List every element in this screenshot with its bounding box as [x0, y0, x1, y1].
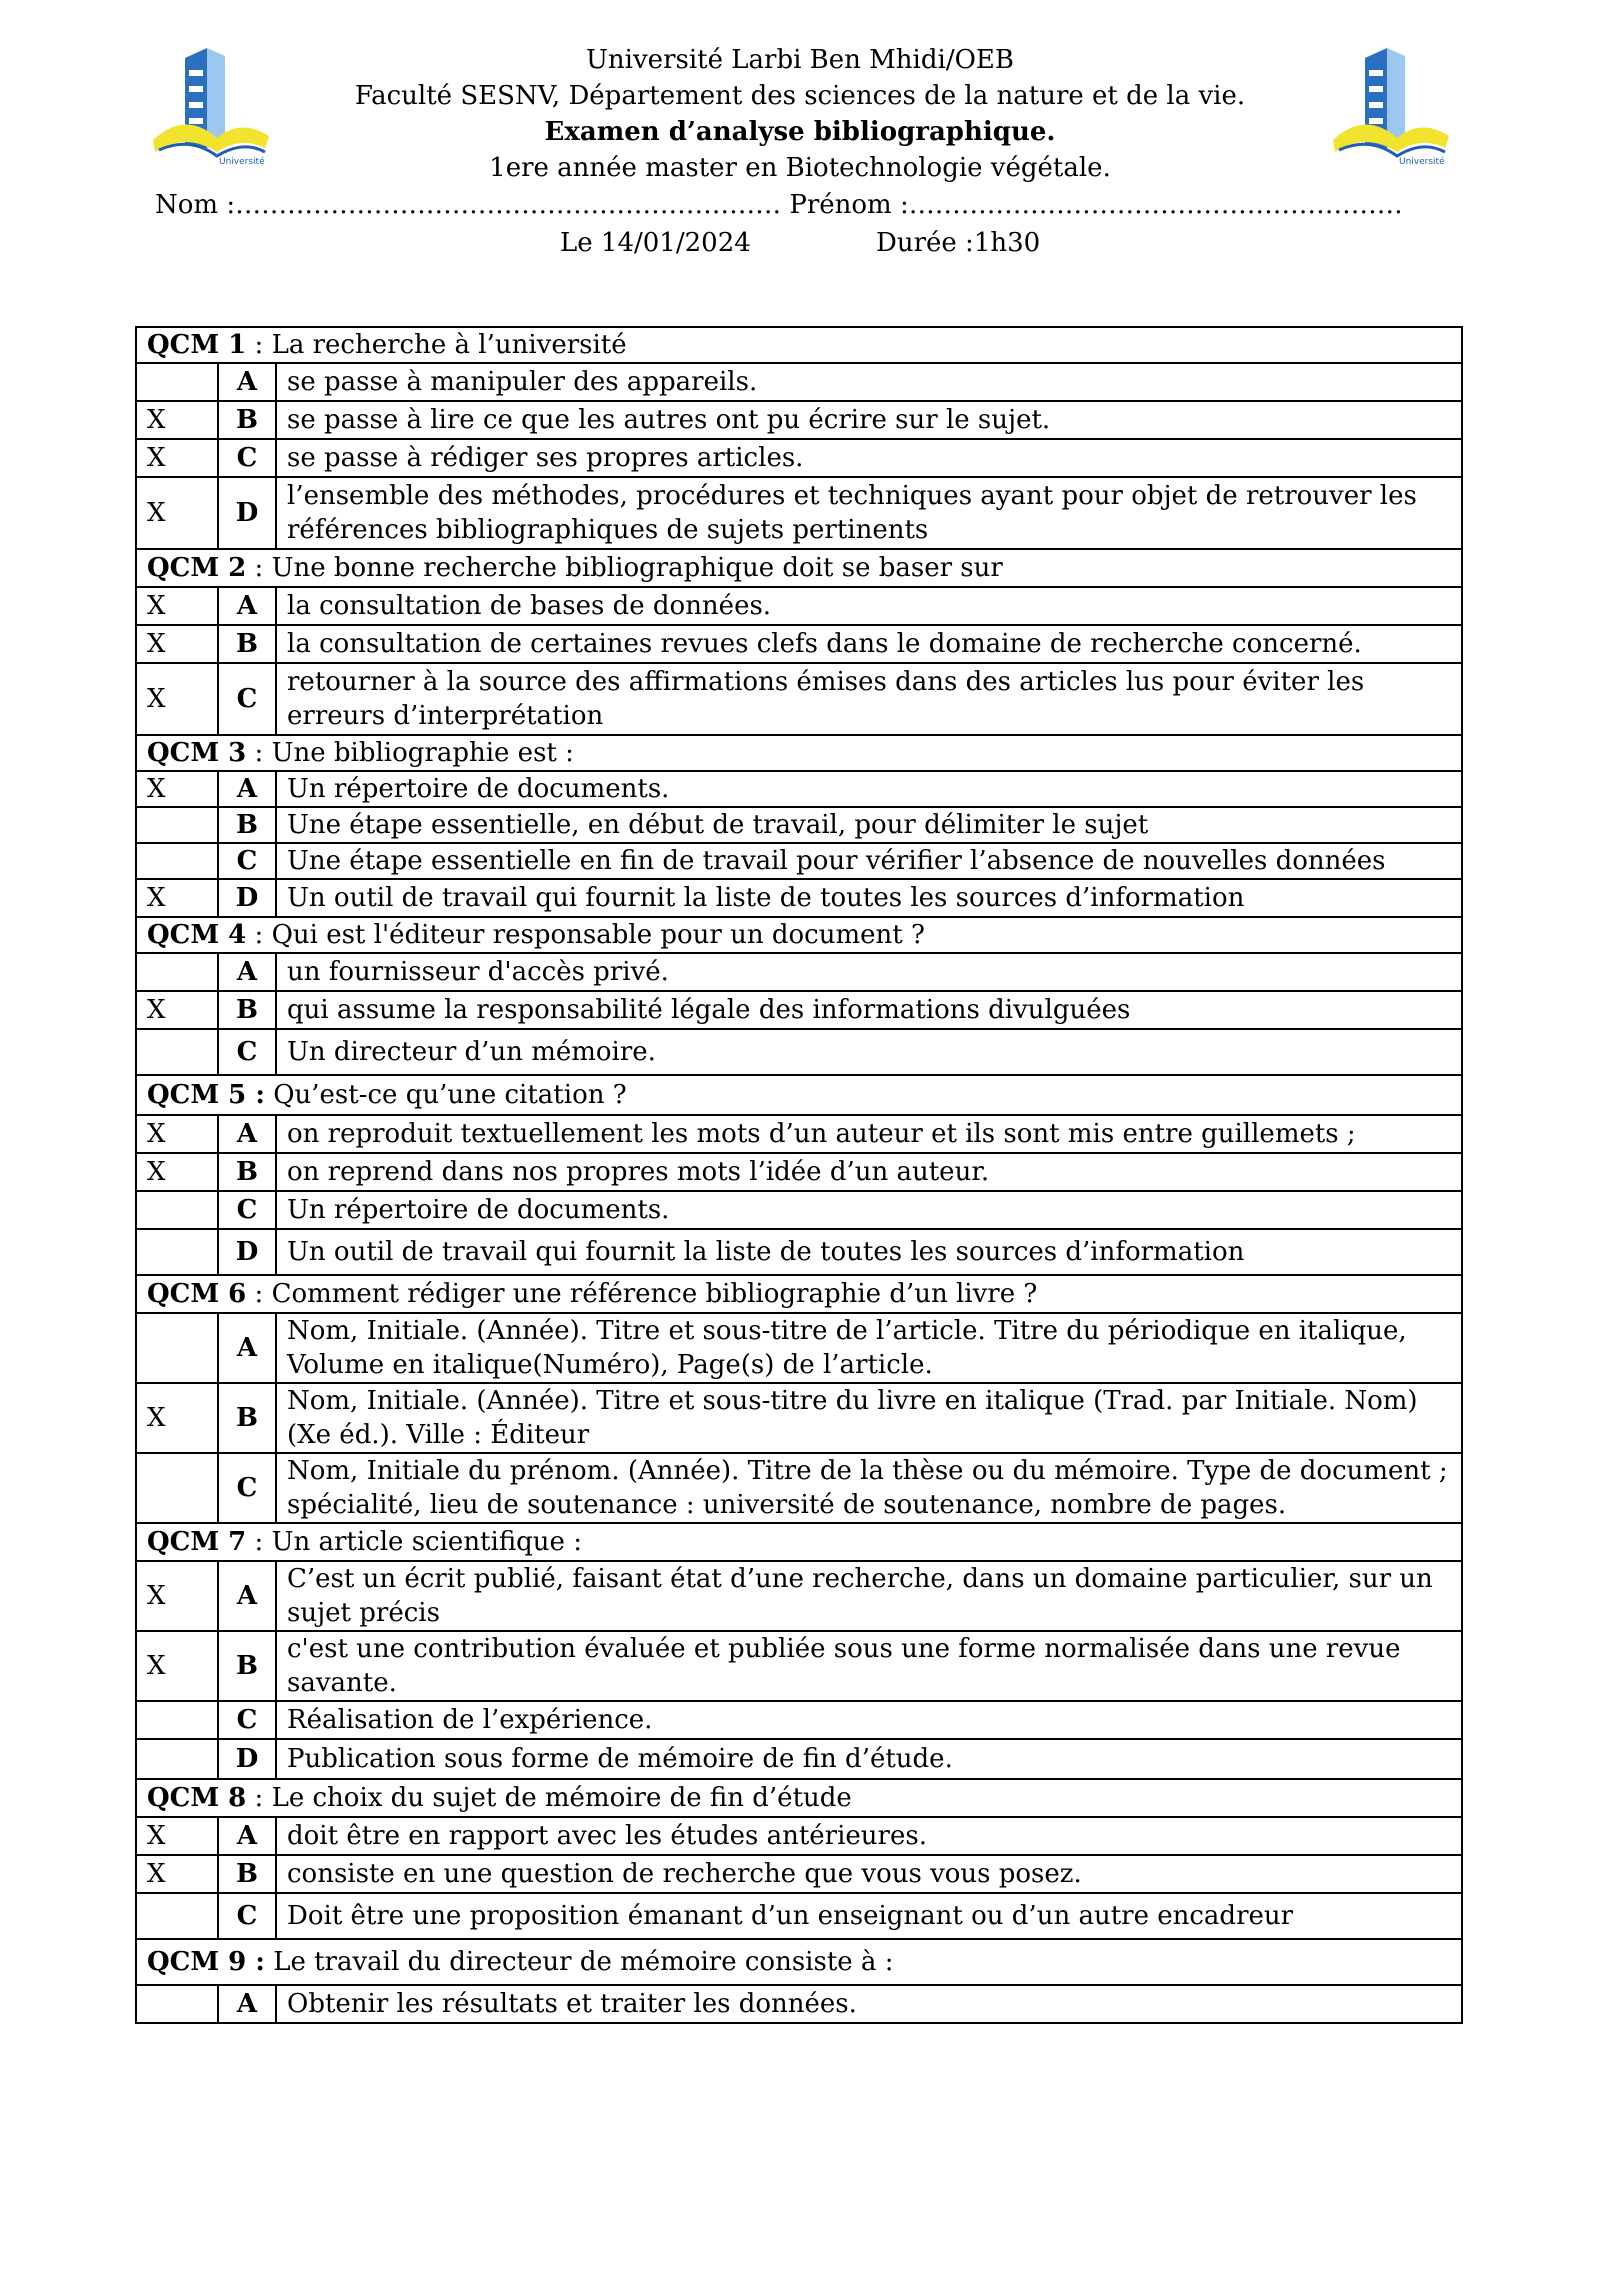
- question-text: Qui est l'éditeur responsable pour un document ?: [271, 920, 925, 950]
- answer-text: doit être en rapport avec les études antérieures.: [276, 1817, 1462, 1855]
- answer-text: Un répertoire de documents.: [276, 1191, 1462, 1229]
- answer-mark: [136, 807, 218, 843]
- question-header: [136, 1275, 1462, 1313]
- answer-mark: X: [136, 991, 218, 1029]
- answer-letter: B: [218, 401, 276, 439]
- answer-letter: A: [218, 1985, 276, 2023]
- question-row: [136, 1779, 1462, 1817]
- question-text: Le choix du sujet de mémoire de fin d’étude: [271, 1783, 852, 1813]
- question-header: [136, 327, 1462, 363]
- answer-row: [136, 1631, 1462, 1701]
- answer-letter: C: [218, 843, 276, 879]
- question-text: Une bonne recherche bibliographique doit se baser sur: [271, 553, 1003, 583]
- answer-text: Doit être une proposition émanant d’un enseignant ou d’un autre encadreur: [276, 1893, 1462, 1939]
- answer-row: [136, 625, 1462, 663]
- answer-row: [136, 1153, 1462, 1191]
- answer-mark: X: [136, 401, 218, 439]
- answer-text: Obtenir les résultats et traiter les données.: [276, 1985, 1462, 2023]
- answer-row: [136, 401, 1462, 439]
- answer-mark: [136, 1029, 218, 1075]
- answer-mark: [136, 1985, 218, 2023]
- question-text: La recherche à l’université: [271, 330, 627, 360]
- answer-letter: B: [218, 1153, 276, 1191]
- answer-mark: X: [136, 587, 218, 625]
- university-name: Université Larbi Ben Mhidi/OEB: [586, 45, 1014, 75]
- answer-row: [136, 1229, 1462, 1275]
- question-separator: [265, 1080, 273, 1110]
- answer-letter: A: [218, 1115, 276, 1153]
- answer-row: [136, 587, 1462, 625]
- answer-mark: X: [136, 439, 218, 477]
- question-label: QCM 1: [147, 330, 247, 360]
- answer-text: Un répertoire de documents.: [276, 771, 1462, 807]
- question-label: QCM 9 :: [147, 1947, 265, 1977]
- answer-letter: C: [218, 439, 276, 477]
- answer-letter: A: [218, 771, 276, 807]
- answer-row: [136, 1817, 1462, 1855]
- answer-text: l’ensemble des méthodes, procédures et techniques ayant pour objet de retrouver les références bibliographiques de sujets pertinents: [276, 477, 1462, 549]
- answer-letter: B: [218, 1855, 276, 1893]
- qcm-table: [135, 326, 1463, 2024]
- answer-row: [136, 1739, 1462, 1779]
- answer-text: qui assume la responsabilité légale des informations divulguées: [276, 991, 1462, 1029]
- answer-letter: B: [218, 807, 276, 843]
- answer-row: [136, 1453, 1462, 1523]
- answer-row: [136, 663, 1462, 735]
- question-row: [136, 1523, 1462, 1561]
- exam-duration: Durée :1h30: [876, 228, 1041, 258]
- answer-mark: [136, 843, 218, 879]
- answer-text: C’est un écrit publié, faisant état d’une recherche, dans un domaine particulier, sur un sujet précis: [276, 1561, 1462, 1631]
- question-row: [136, 549, 1462, 587]
- answer-row: [136, 843, 1462, 879]
- answer-row: [136, 1383, 1462, 1453]
- question-row: [136, 1275, 1462, 1313]
- answer-text: Nom, Initiale. (Année). Titre et sous-titre du livre en italique (Trad. par Initiale. Nom) (Xe éd.). Ville : Éditeur: [276, 1383, 1462, 1453]
- answer-text: Nom, Initiale du prénom. (Année). Titre de la thèse ou du mémoire. Type de document ; spécialité, lieu de soutenance : université de soutenance, nombre de pages.: [276, 1453, 1462, 1523]
- answer-letter: C: [218, 663, 276, 735]
- answer-letter: A: [218, 1817, 276, 1855]
- answer-row: [136, 953, 1462, 991]
- answer-letter: A: [218, 363, 276, 401]
- question-separator: :: [246, 1527, 272, 1557]
- answer-row: [136, 771, 1462, 807]
- answer-mark: [136, 363, 218, 401]
- question-row: [136, 917, 1462, 953]
- answer-row: [136, 1191, 1462, 1229]
- answer-letter: C: [218, 1453, 276, 1523]
- answer-mark: X: [136, 625, 218, 663]
- exam-title: Examen d’analyse bibliographique.: [544, 117, 1056, 147]
- answer-text: c'est une contribution évaluée et publiée sous une forme normalisée dans une revue savante.: [276, 1631, 1462, 1701]
- question-row: [136, 1939, 1462, 1985]
- answer-text: on reproduit textuellement les mots d’un auteur et ils sont mis entre guillemets ;: [276, 1115, 1462, 1153]
- answer-mark: X: [136, 1855, 218, 1893]
- answer-mark: [136, 1739, 218, 1779]
- answer-text: un fournisseur d'accès privé.: [276, 953, 1462, 991]
- faculty-name: Faculté SESNV, Département des sciences de la nature et de la vie.: [354, 81, 1246, 111]
- svg-text:Université: Université: [219, 157, 265, 167]
- answer-text: se passe à lire ce que les autres ont pu écrire sur le sujet.: [276, 401, 1462, 439]
- answer-letter: D: [218, 477, 276, 549]
- question-row: [136, 327, 1462, 363]
- question-label: QCM 8: [147, 1783, 247, 1813]
- question-header: [136, 735, 1462, 771]
- answer-row: [136, 1115, 1462, 1153]
- exam-date: Le 14/01/2024: [560, 228, 751, 258]
- answer-text: Un outil de travail qui fournit la liste de toutes les sources d’information: [276, 879, 1462, 917]
- answer-mark: X: [136, 879, 218, 917]
- answer-letter: D: [218, 879, 276, 917]
- answer-text: se passe à rédiger ses propres articles.: [276, 439, 1462, 477]
- answer-letter: B: [218, 991, 276, 1029]
- question-header: [136, 1075, 1462, 1115]
- question-separator: :: [246, 1783, 272, 1813]
- name-line: Nom :……………………………………………………… Prénom :…………………………………………………: [155, 190, 1403, 220]
- answer-letter: C: [218, 1893, 276, 1939]
- exam-level: 1ere année master en Biotechnologie végétale.: [489, 153, 1111, 183]
- answer-row: [136, 439, 1462, 477]
- answer-mark: X: [136, 771, 218, 807]
- answer-mark: X: [136, 1115, 218, 1153]
- question-label: QCM 3: [147, 738, 247, 768]
- answer-row: [136, 363, 1462, 401]
- question-separator: :: [246, 330, 272, 360]
- answer-text: Un outil de travail qui fournit la liste de toutes les sources d’information: [276, 1229, 1462, 1275]
- answer-letter: C: [218, 1701, 276, 1739]
- answer-row: [136, 1701, 1462, 1739]
- answer-row: [136, 1313, 1462, 1383]
- answer-text: Une étape essentielle, en début de travail, pour délimiter le sujet: [276, 807, 1462, 843]
- question-label: QCM 4: [147, 920, 247, 950]
- answer-mark: X: [136, 1561, 218, 1631]
- question-separator: :: [246, 738, 272, 768]
- answer-text: Nom, Initiale. (Année). Titre et sous-titre de l’article. Titre du périodique en italique, Volume en italique(Numéro), Page(s) de l’article.: [276, 1313, 1462, 1383]
- answer-letter: B: [218, 1631, 276, 1701]
- answer-row: [136, 477, 1462, 549]
- answer-mark: [136, 1893, 218, 1939]
- answer-mark: X: [136, 477, 218, 549]
- answer-text: Une étape essentielle en fin de travail pour vérifier l’absence de nouvelles données: [276, 843, 1462, 879]
- answer-letter: A: [218, 953, 276, 991]
- answer-mark: [136, 1313, 218, 1383]
- answer-text: retourner à la source des affirmations émises dans des articles lus pour éviter les erreurs d’interprétation: [276, 663, 1462, 735]
- answer-text: consiste en une question de recherche que vous vous posez.: [276, 1855, 1462, 1893]
- question-text: Comment rédiger une référence bibliographie d’un livre ?: [271, 1279, 1038, 1309]
- question-row: [136, 735, 1462, 771]
- question-text: Une bibliographie est :: [271, 738, 574, 768]
- question-header: [136, 1523, 1462, 1561]
- answer-letter: D: [218, 1229, 276, 1275]
- answer-row: [136, 1893, 1462, 1939]
- question-separator: :: [246, 553, 272, 583]
- question-header: [136, 1779, 1462, 1817]
- answer-row: [136, 1855, 1462, 1893]
- answer-row: [136, 1561, 1462, 1631]
- answer-mark: X: [136, 1383, 218, 1453]
- answer-mark: [136, 1453, 218, 1523]
- answer-mark: [136, 1701, 218, 1739]
- answer-text: la consultation de bases de données.: [276, 587, 1462, 625]
- answer-letter: C: [218, 1029, 276, 1075]
- question-header: [136, 917, 1462, 953]
- answer-mark: X: [136, 663, 218, 735]
- answer-mark: X: [136, 1631, 218, 1701]
- answer-text: se passe à manipuler des appareils.: [276, 363, 1462, 401]
- answer-text: on reprend dans nos propres mots l’idée d’un auteur.: [276, 1153, 1462, 1191]
- svg-text:Université: Université: [1399, 157, 1445, 167]
- answer-letter: A: [218, 1313, 276, 1383]
- question-label: QCM 5 :: [147, 1080, 265, 1110]
- question-label: QCM 2: [147, 553, 247, 583]
- question-text: Un article scientifique :: [271, 1527, 582, 1557]
- question-separator: :: [246, 1279, 272, 1309]
- answer-text: Réalisation de l’expérience.: [276, 1701, 1462, 1739]
- answer-mark: [136, 953, 218, 991]
- answer-letter: A: [218, 1561, 276, 1631]
- question-label: QCM 7: [147, 1527, 247, 1557]
- answer-mark: X: [136, 1817, 218, 1855]
- question-separator: [265, 1947, 273, 1977]
- answer-letter: A: [218, 587, 276, 625]
- question-header: [136, 1939, 1462, 1985]
- answer-row: [136, 1029, 1462, 1075]
- answer-letter: B: [218, 1383, 276, 1453]
- question-text: Qu’est-ce qu’une citation ?: [273, 1080, 627, 1110]
- question-label: QCM 6: [147, 1279, 247, 1309]
- answer-row: [136, 1985, 1462, 2023]
- question-text: Le travail du directeur de mémoire consiste à :: [273, 1947, 894, 1977]
- answer-mark: [136, 1191, 218, 1229]
- answer-letter: C: [218, 1191, 276, 1229]
- exam-header: [0, 42, 1600, 186]
- answer-row: [136, 991, 1462, 1029]
- answer-row: [136, 807, 1462, 843]
- question-row: [136, 1075, 1462, 1115]
- answer-letter: D: [218, 1739, 276, 1779]
- question-separator: :: [246, 920, 272, 950]
- answer-mark: X: [136, 1153, 218, 1191]
- answer-row: [136, 879, 1462, 917]
- answer-text: Un directeur d’un mémoire.: [276, 1029, 1462, 1075]
- question-header: [136, 549, 1462, 587]
- answer-text: Publication sous forme de mémoire de fin d’étude.: [276, 1739, 1462, 1779]
- answer-mark: [136, 1229, 218, 1275]
- answer-letter: B: [218, 625, 276, 663]
- answer-text: la consultation de certaines revues clefs dans le domaine de recherche concerné.: [276, 625, 1462, 663]
